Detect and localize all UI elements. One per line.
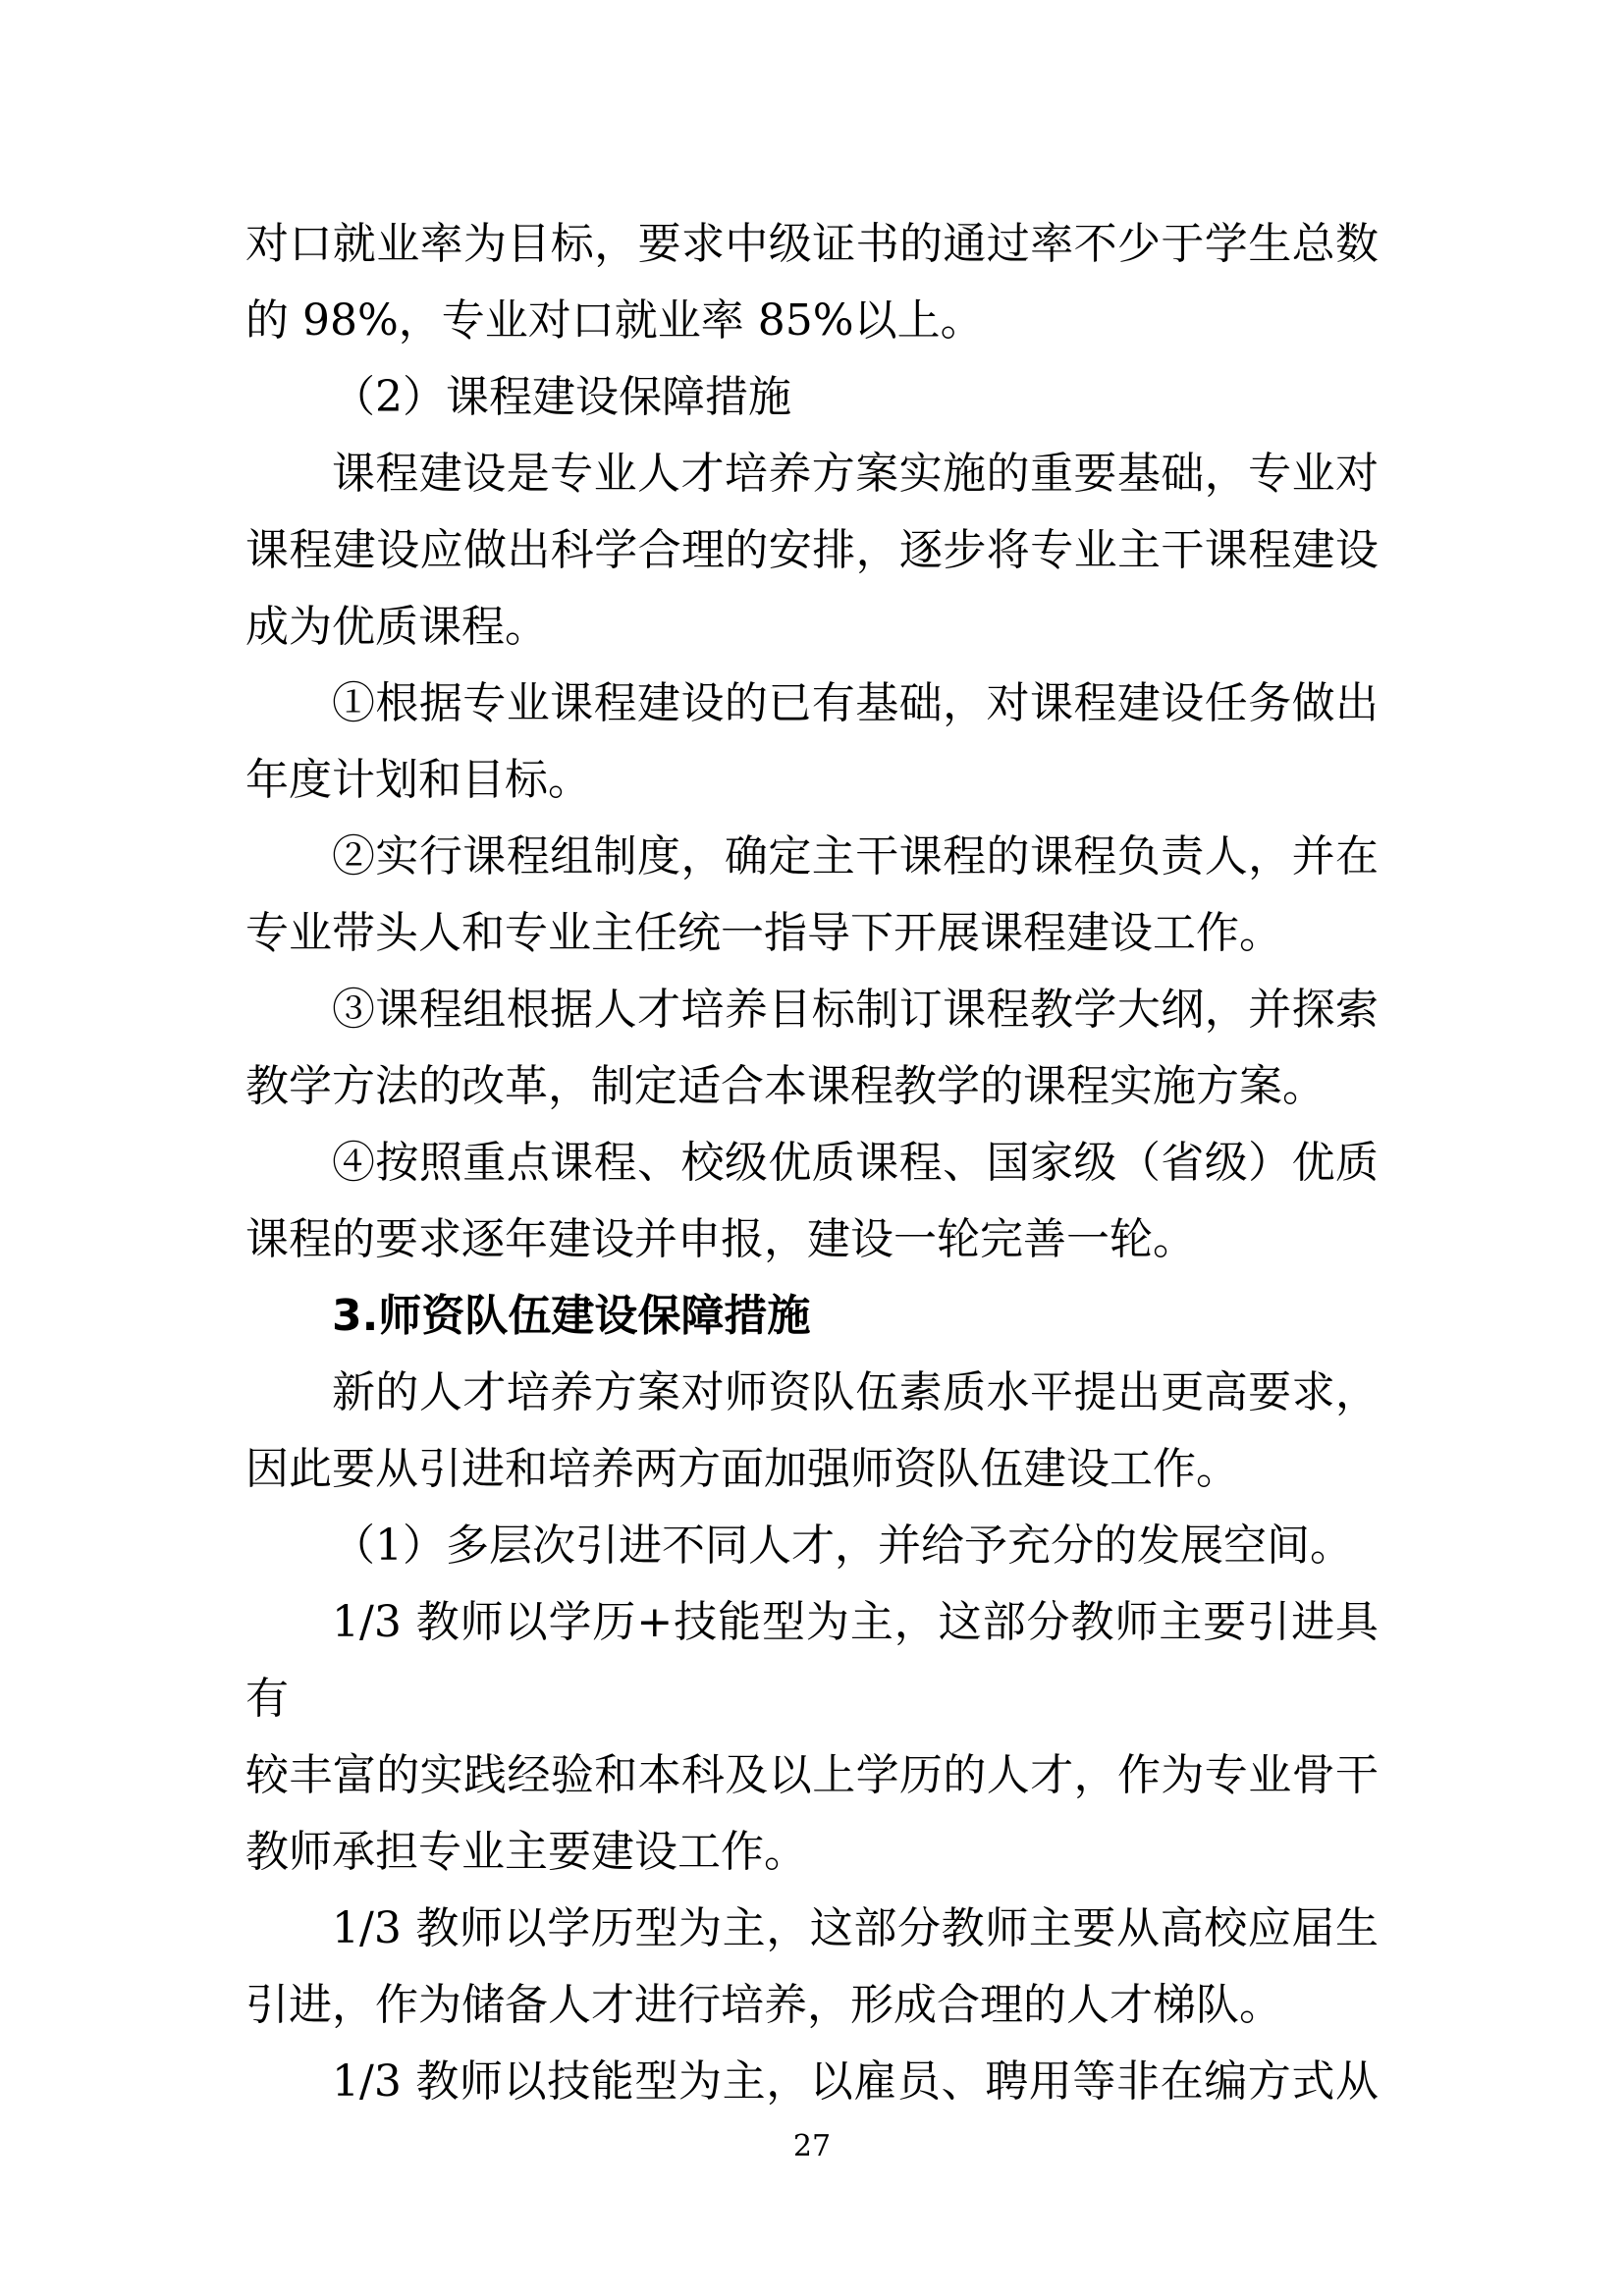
page-number: 27: [792, 2129, 832, 2163]
text-line: ①根据专业课程建设的已有基础，对课程建设任务做出: [332, 678, 1379, 728]
text-line: 专业带头人和专业主任统一指导下开展课程建设工作。: [245, 908, 1282, 958]
text-line: 因此要从引进和培养两方面加强师资队伍建设工作。: [245, 1444, 1239, 1494]
text-line: ②实行课程组制度，确定主干课程的课程负责人，并在: [332, 831, 1379, 881]
text-line: 1/3 教师以学历+技能型为主，这部分教师主要引进具有: [245, 1597, 1379, 1724]
text-line: 1/3 教师以技能型为主，以雇员、聘用等非在编方式从: [332, 2056, 1379, 2107]
text-line: ④按照重点课程、校级优质课程、国家级（省级）优质: [332, 1138, 1379, 1188]
subheading-line: （2）课程建设保障措施: [332, 372, 791, 422]
text-line: 课程建设应做出科学合理的安排，逐步将专业主干课程建设: [245, 525, 1379, 575]
text-line: 成为优质课程。: [245, 602, 548, 652]
document-content: [245, 206, 1379, 2120]
text-line: 年度计划和目标。: [245, 755, 591, 805]
section-heading: 3.师资队伍建设保障措施: [332, 1291, 811, 1341]
text-line: 教学方法的改革，制定适合本课程教学的课程实施方案。: [245, 1061, 1326, 1111]
text-line: 1/3 教师以学历型为主，这部分教师主要从高校应届生: [332, 1903, 1379, 1953]
text-line: 对口就业率为目标，要求中级证书的通过率不少于学生总数: [245, 219, 1379, 269]
text-line: 课程建设是专业人才培养方案实施的重要基础，专业对: [332, 449, 1379, 499]
text-line: 教师承担专业主要建设工作。: [245, 1827, 807, 1877]
subheading-line: （1）多层次引进不同人才，并给予充分的发展空间。: [332, 1521, 1353, 1571]
text-line: 较丰富的实践经验和本科及以上学历的人才，作为专业骨干: [245, 1750, 1379, 1800]
text-line: 的 98%，专业对口就业率 85%以上。: [245, 295, 984, 346]
text-line: 课程的要求逐年建设并申报，建设一轮完善一轮。: [245, 1214, 1196, 1264]
text-line: ③课程组根据人才培养目标制订课程教学大纲，并探索: [332, 985, 1379, 1035]
text-line: 引进，作为储备人才进行培养，形成合理的人才梯队。: [245, 1980, 1282, 2030]
text-line: 新的人才培养方案对师资队伍素质水平提出更高要求，: [332, 1367, 1379, 1417]
